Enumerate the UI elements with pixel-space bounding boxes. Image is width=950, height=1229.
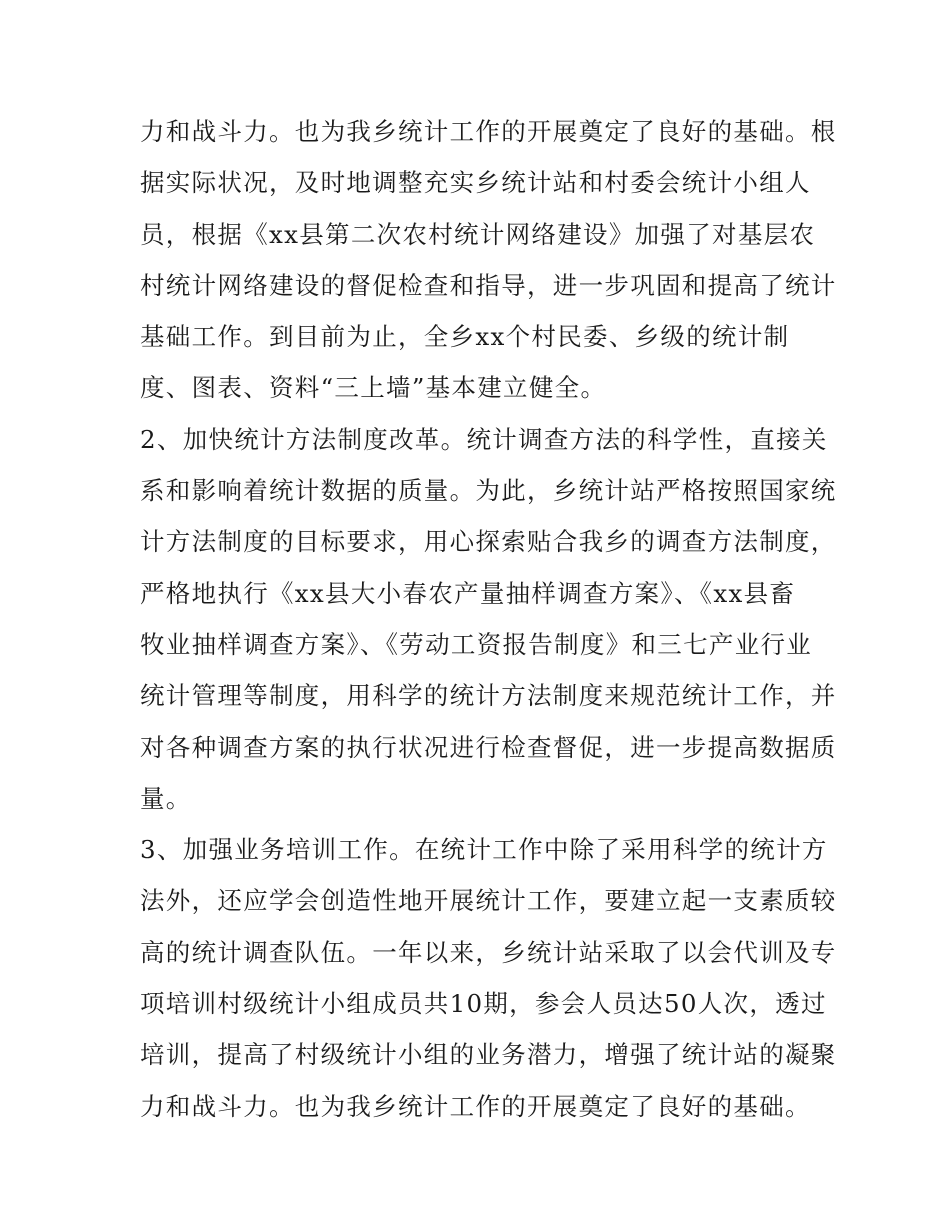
text-line: 2、加快统计方法制度改革。统计调查方法的科学性，直接关 bbox=[140, 424, 828, 454]
text-line: 村统计网络建设的督促检查和指导，进一步巩固和提高了统计 bbox=[140, 270, 837, 300]
text-line: 据实际状况，及时地调整充实乡统计站和村委会统计小组人 bbox=[140, 168, 811, 198]
text-line: 项培训村级统计小组成员共10期，参会人员达50人次，透过 bbox=[140, 989, 827, 1019]
text-line: 对各种调查方案的执行状况进行检查督促，进一步提高数据质 bbox=[140, 732, 837, 762]
text-line: 量。 bbox=[140, 783, 192, 813]
text-line: 牧业抽样调查方案》、《劳动工资报告制度》和三七产业行业 bbox=[140, 629, 813, 659]
text-line: 基础工作。到目前为止，全乡xx个村民委、乡级的统计制 bbox=[140, 322, 790, 352]
text-line: 高的统计调查队伍。一年以来，乡统计站采取了以会代训及专 bbox=[140, 937, 837, 967]
text-line: 计方法制度的目标要求，用心探索贴合我乡的调查方法制度， bbox=[140, 527, 837, 557]
text-line: 员，根据《xx县第二次农村统计网络建设》加强了对基层农 bbox=[140, 219, 816, 249]
text-line: 3、加强业务培训工作。在统计工作中除了采用科学的统计方 bbox=[140, 835, 828, 865]
text-line: 力和战斗力。也为我乡统计工作的开展奠定了良好的基础。 bbox=[140, 1091, 811, 1121]
text-line: 度、图表、资料“三上墙”基本建立健全。 bbox=[140, 373, 607, 403]
text-line: 法外，还应学会创造性地开展统计工作，要建立起一支素质较 bbox=[140, 886, 837, 916]
text-line: 力和战斗力。也为我乡统计工作的开展奠定了良好的基础。根 bbox=[140, 117, 837, 146]
text-line: 培训，提高了村级统计小组的业务潜力，增强了统计站的凝聚 bbox=[140, 1040, 837, 1070]
text-line: 统计管理等制度，用科学的统计方法制度来规范统计工作，并 bbox=[140, 681, 837, 711]
body-text bbox=[140, 112, 837, 1138]
text-line: 严格地执行《xx县大小春农产量抽样调查方案》、《xx县畜 bbox=[140, 578, 796, 608]
text-line: 系和影响着统计数据的质量。为此，乡统计站严格按照国家统 bbox=[140, 476, 837, 506]
